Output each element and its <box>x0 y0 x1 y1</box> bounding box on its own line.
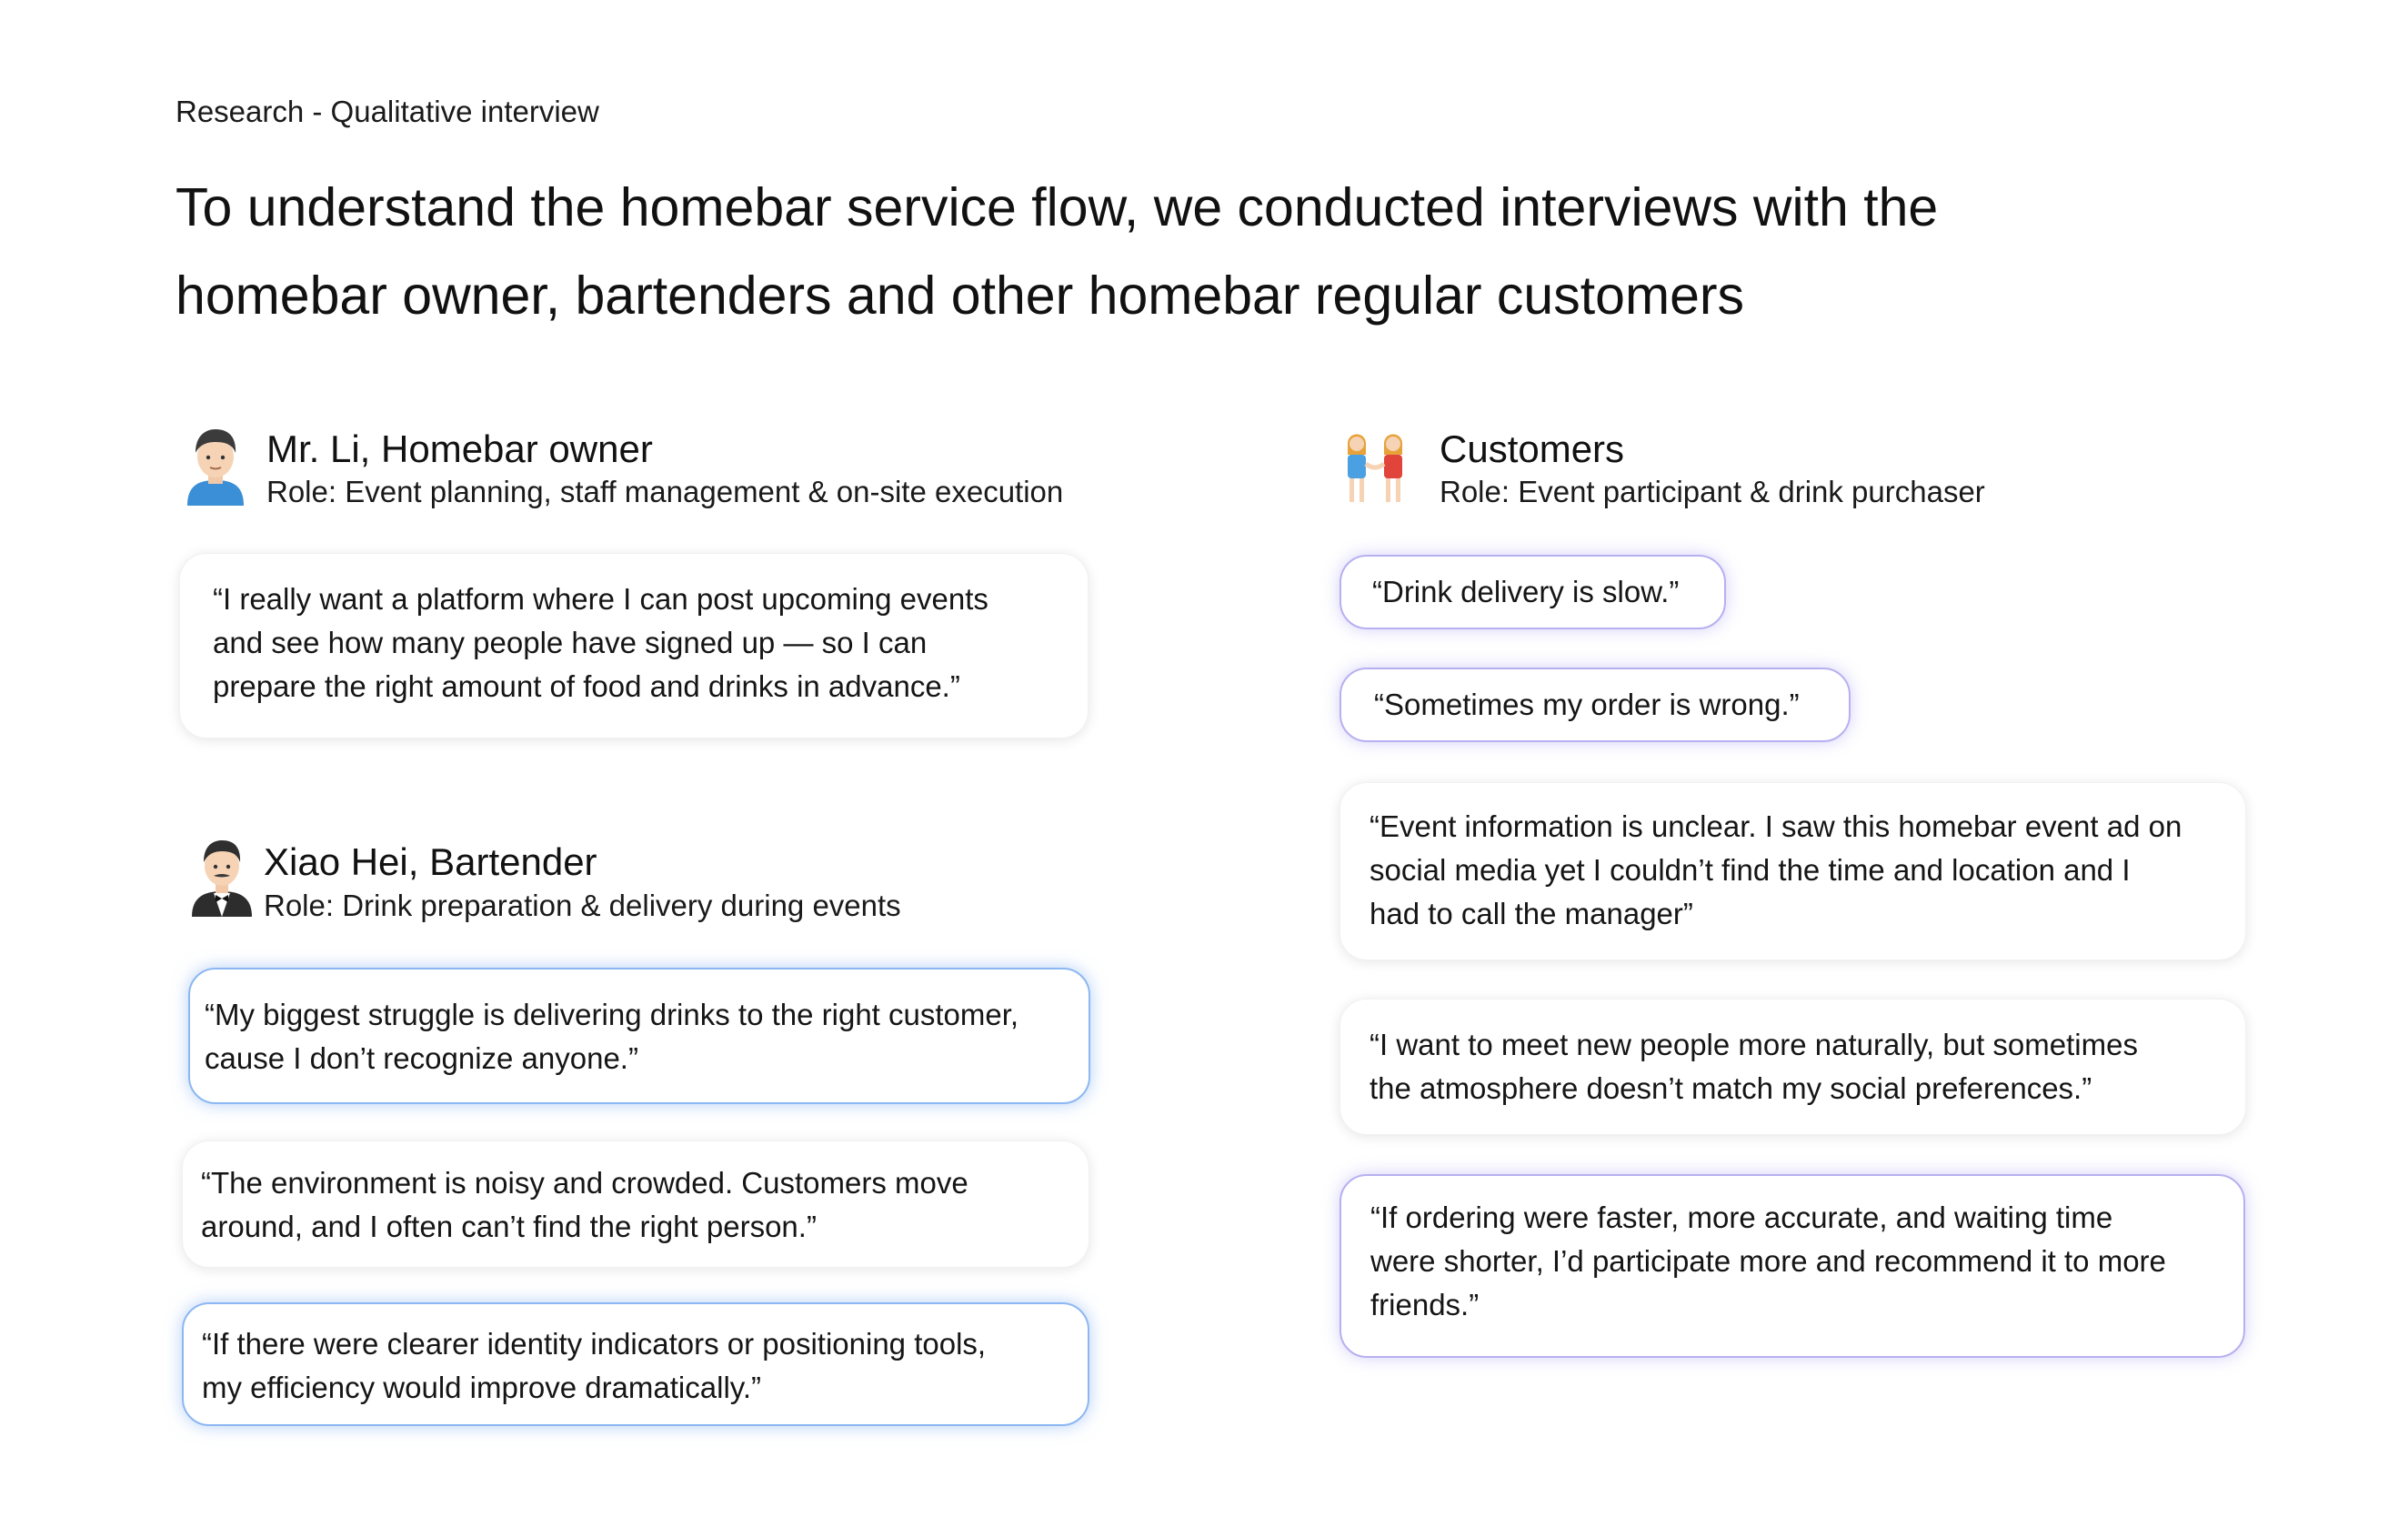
page-title-line-1: To understand the homebar service flow, we conducted interviews with the <box>176 177 1939 237</box>
page-title <box>176 164 2267 340</box>
customer-quote-card: “If ordering were faster, more accurate, and waiting time were shorter, I’d participate more and recommend it to more friends.” <box>1339 1174 2245 1358</box>
customer-quote-card: “I want to meet new people more naturally, but sometimes the atmosphere doesn’t match my social preferences.” <box>1339 999 2246 1135</box>
man-emoji-icon <box>182 424 249 506</box>
customer-quote-card: “Event information is unclear. I saw this homebar event ad on social media yet I couldn’t find the time and location and I had to call the manager” <box>1339 782 2246 960</box>
bartender-quote-card: “The environment is noisy and crowded. Customers move around, and I often can’t find the right person.” <box>182 1140 1089 1268</box>
customers-name: Customers <box>1440 427 1625 470</box>
bartender-name: Xiao Hei, Bartender <box>264 840 597 883</box>
owner-name: Mr. Li, Homebar owner <box>266 427 653 470</box>
customer-quote-card: “Sometimes my order is wrong.” <box>1339 668 1851 742</box>
owner-quote-card: “I really want a platform where I can post upcoming events and see how many people have signed up — so I can prepare the right amount of food and drinks in advance.” <box>179 553 1089 738</box>
customers-role: Role: Event participant & drink purchaser <box>1440 475 1985 508</box>
bartender-role: Role: Drink preparation & delivery during events <box>264 889 901 922</box>
customer-quote-card: “Drink delivery is slow.” <box>1339 555 1726 629</box>
two-women-holding-hands-emoji-icon <box>1339 424 1411 506</box>
bartender-quote-card: “If there were clearer identity indicators or positioning tools, my efficiency would improve dramatically.” <box>182 1302 1089 1426</box>
section-eyebrow: Research - Qualitative interview <box>176 95 599 128</box>
bartender-quote-card: “My biggest struggle is delivering drinks to the right customer, cause I don’t recognize anyone.” <box>188 968 1090 1104</box>
owner-role: Role: Event planning, staff management & on-site execution <box>266 475 1064 508</box>
page-title-line-2: homebar owner, bartenders and other homebar regular customers <box>176 266 1745 326</box>
man-in-tuxedo-emoji-icon <box>188 835 256 917</box>
